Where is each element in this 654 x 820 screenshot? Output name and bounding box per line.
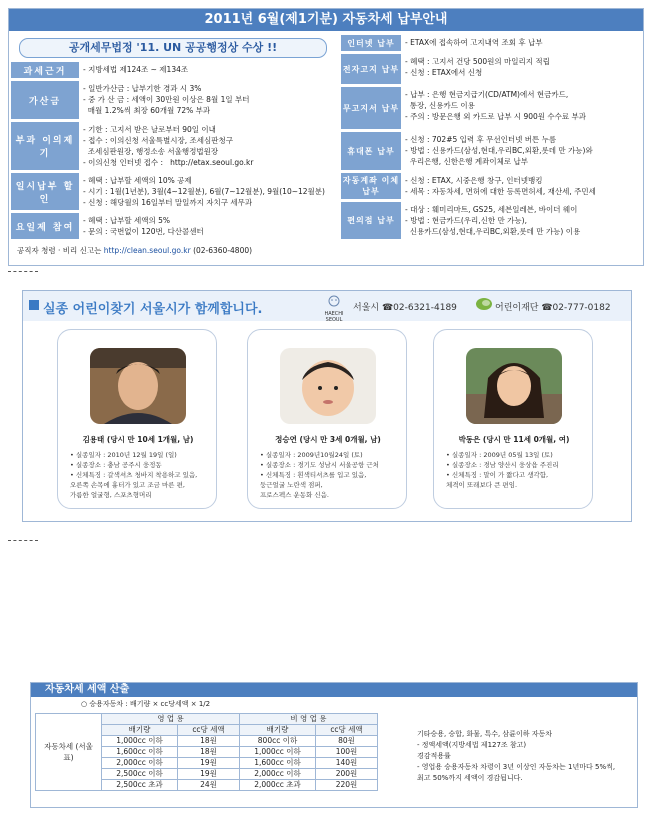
foundation-logo (475, 295, 493, 316)
left-label: 부과 이의제기 (11, 122, 79, 170)
right-label: 편의점 납부 (341, 202, 401, 239)
right-content: - ETAX에 접속하여 고지내역 조회 후 납부 (405, 38, 543, 47)
right-content: - 신청 : ETAX, 시중은행 창구, 인터넷뱅킹 - 세목 : 자동차세, 면허에 대한 등록면허세, 재산세, 주민세 (405, 176, 596, 196)
divider (8, 271, 38, 272)
right-row (341, 202, 641, 239)
left-row (11, 173, 335, 210)
right-row (341, 54, 641, 84)
haechi-icon (325, 295, 343, 309)
right-column (341, 35, 641, 242)
biz-header: 영 업 용 (102, 714, 240, 725)
right-label: 전자고지 납부 (341, 54, 401, 84)
foundation-contact: 어린이재단 ☎02-777-0182 (495, 303, 611, 313)
child-photo-2 (280, 348, 376, 424)
tax-calc-title: 자동차세 세액 산출 (31, 683, 637, 697)
child-card-1 (57, 329, 217, 509)
left-content: - 혜택 : 납부할 세액의 10% 공제 - 시기 : 1월(1년분), 3월(4~12월분), 6월(7~12월분), 9월(10~12월분) - 신청 : 해당월의 16일부터 말일까지 자치구 세무과 (83, 176, 325, 207)
child-name-1: 김용태 (당시 만 10세 1개월, 남) (82, 435, 194, 444)
divider (8, 540, 38, 541)
right-row (341, 35, 641, 51)
table-row: 2,500cc 이하 19원 2,000cc 이하 200원 (36, 769, 378, 780)
tax-calc-section (30, 682, 638, 808)
right-content: - 혜택 : 고지서 건당 500원의 마일리지 적립 - 신청 : ETAX에서 신청 (405, 57, 550, 77)
right-label: 휴대폰 납부 (341, 132, 401, 170)
child-photo-1 (90, 348, 186, 424)
table-row: 2,500cc 초과 24원 2,000cc 초과 220원 (36, 780, 378, 791)
right-label: 자동계좌 이체납부 (341, 173, 401, 199)
child-card-3 (433, 329, 593, 509)
right-label: 무고지서 납부 (341, 87, 401, 129)
nonbiz-header: 비 영 업 용 (240, 714, 378, 725)
left-row (11, 81, 335, 119)
left-label: 일시납부 할인 (11, 173, 79, 210)
tax-notice-title: 2011년 6월(제1기분) 자동차세 납부안내 (9, 9, 643, 31)
left-content: - 기한 : 고지서 받은 날로부터 90일 이내 - 접수 : 이의신청 서울특별시장, 조세심판청구 조세심판원장, 행정소송 서울행정법원장 - 이의신청 인터넷 접수 : http://etax.seoul.go.kr (83, 125, 254, 167)
child-name-2: 정승연 (당시 만 3세 0개월, 남) (275, 435, 381, 444)
square-icon (29, 300, 39, 310)
report-line: 공직자 청렴 · 비리 신고는 http://clean.seoul.go.kr (02-6360-4800) (17, 246, 253, 255)
right-row (341, 173, 641, 199)
tax-notes: 기타승용, 승합, 화물, 특수, 삼륜이하 자동차 - 정액세액(지방세법 제127조 참고) 경감적용률 - 영업용 승용자동차 차령이 3년 이상인 자동차는 1년마다 5%씩, 최고 50%까지 세액이 경감됩니다. (417, 730, 616, 782)
right-content: - 대상 : 훼미리마트, GS25, 세븐일레븐, 바이더 웨이 - 방법 : 현금카드(우리,신한 만 가능), 신용카드(삼성,현대,우리BC,외환,롯데 만 가능) 이용 (405, 205, 581, 236)
tax-notice-section (8, 8, 644, 266)
right-content: - 납부 : 은행 현금지급기(CD/ATM)에서 현금카드, 통장, 신용카드 이용 - 주의 : 방문은행 외 카드로 납부 시 900원 수수료 부과 (405, 90, 587, 121)
child-info-2: • 실종일자 : 2009년10월24일 (토) • 실종장소 : 경기도 성남시 서울공항 근처 • 신체특징 : 흰색티셔츠를 입고 있음, 둥근얼굴 노란색 점퍼, 프로스펙스 운동화 신음. (260, 451, 379, 499)
right-label: 인터넷 납부 (341, 35, 401, 51)
left-row (11, 122, 335, 170)
left-label: 가산금 (11, 81, 79, 119)
child-info-3: • 실종일자 : 2009년 05월 13일 (토) • 실종장소 : 경남 양산시 웅상읍 주진리 • 신체특징 : 말이 가 짧다고 생각함, 체격이 또래보다 큰 편임. (446, 451, 559, 489)
seoul-contact: 서울시 ☎02-6321-4189 (353, 303, 457, 313)
tax-table: 자동차세 (서울표) 영 업 용 비 영 업 용 배기량 cc당 세액 배기량 cc당 세액 1,000cc 이하 18원 800cc 이하 80원 1,600cc 이하 18원 1,000cc 이하 100원 2,000cc 이하 19원 1,600cc 이하 140원 2,500cc 이하 19원 2,000cc 이하 200원 2,500cc 초과 24원 2,000cc 초과 220원 (35, 713, 378, 791)
award-banner: 공개세무법정 '11. UN 공공행정상 수상 !! (19, 38, 327, 58)
left-label: 과세근거 (11, 62, 79, 78)
child-info-1: • 실종일자 : 2010년 12월 19일 (일) • 실종장소 : 충남 공주시 웅정동 • 신체특징 : 갈색셔츠 청바지 착용하고 있음, 오른쪽 손목에 흉터가 있고 조금 마른 편, 가름한 얼굴형, 스포츠형머리 (70, 451, 198, 499)
missing-children-title: 실종 어린이찾기 서울시가 함께합니다. (43, 302, 263, 317)
missing-children-section (22, 290, 632, 522)
left-column (11, 35, 335, 259)
table-row: 1,600cc 이하 18원 1,000cc 이하 100원 (36, 747, 378, 758)
left-content: - 지방세법 제124조 ~ 제134조 (83, 65, 189, 74)
left-content: - 일반가산금 : 납부기한 경과 시 3% - 중 가 산 금 : 세액이 30만원 이상은 8월 1일 부터 매월 1.2%씩 최장 60개월 72% 부과 (83, 84, 250, 115)
right-row (341, 87, 641, 129)
left-row (11, 62, 335, 78)
child-name-3: 박동은 (당시 만 11세 0개월, 여) (458, 435, 570, 444)
table-row-label: 자동차세 (서울표) (36, 714, 102, 791)
right-content: - 신청 : 702#5 입력 후 무선인터넷 버튼 누름 - 방법 : 신용카드(삼성,현대,우리BC,외환,롯데 만 가능)와 우리은행, 신한은행 계좌이체로 납부 (405, 135, 593, 166)
left-label: 요일제 참여 (11, 213, 79, 239)
haechi-logo: HAECHI SEOUL (321, 295, 347, 323)
clean-link[interactable]: http://clean.seoul.go.kr (103, 246, 191, 255)
child-card-2 (247, 329, 407, 509)
left-content: - 혜택 : 납부할 세액의 5% - 문의 : 국번없이 120번, 다산콜센터 (83, 216, 204, 236)
left-row (11, 213, 335, 239)
table-row: 1,000cc 이하 18원 800cc 이하 80원 (36, 736, 378, 747)
right-row (341, 132, 641, 170)
table-row: 2,000cc 이하 19원 1,600cc 이하 140원 (36, 758, 378, 769)
child-photo-3 (466, 348, 562, 424)
leaf-icon (475, 295, 493, 313)
tax-formula: ○ 승용자동차 : 배기량 × cc당세액 × 1/2 (81, 700, 211, 708)
missing-children-banner (23, 291, 631, 321)
